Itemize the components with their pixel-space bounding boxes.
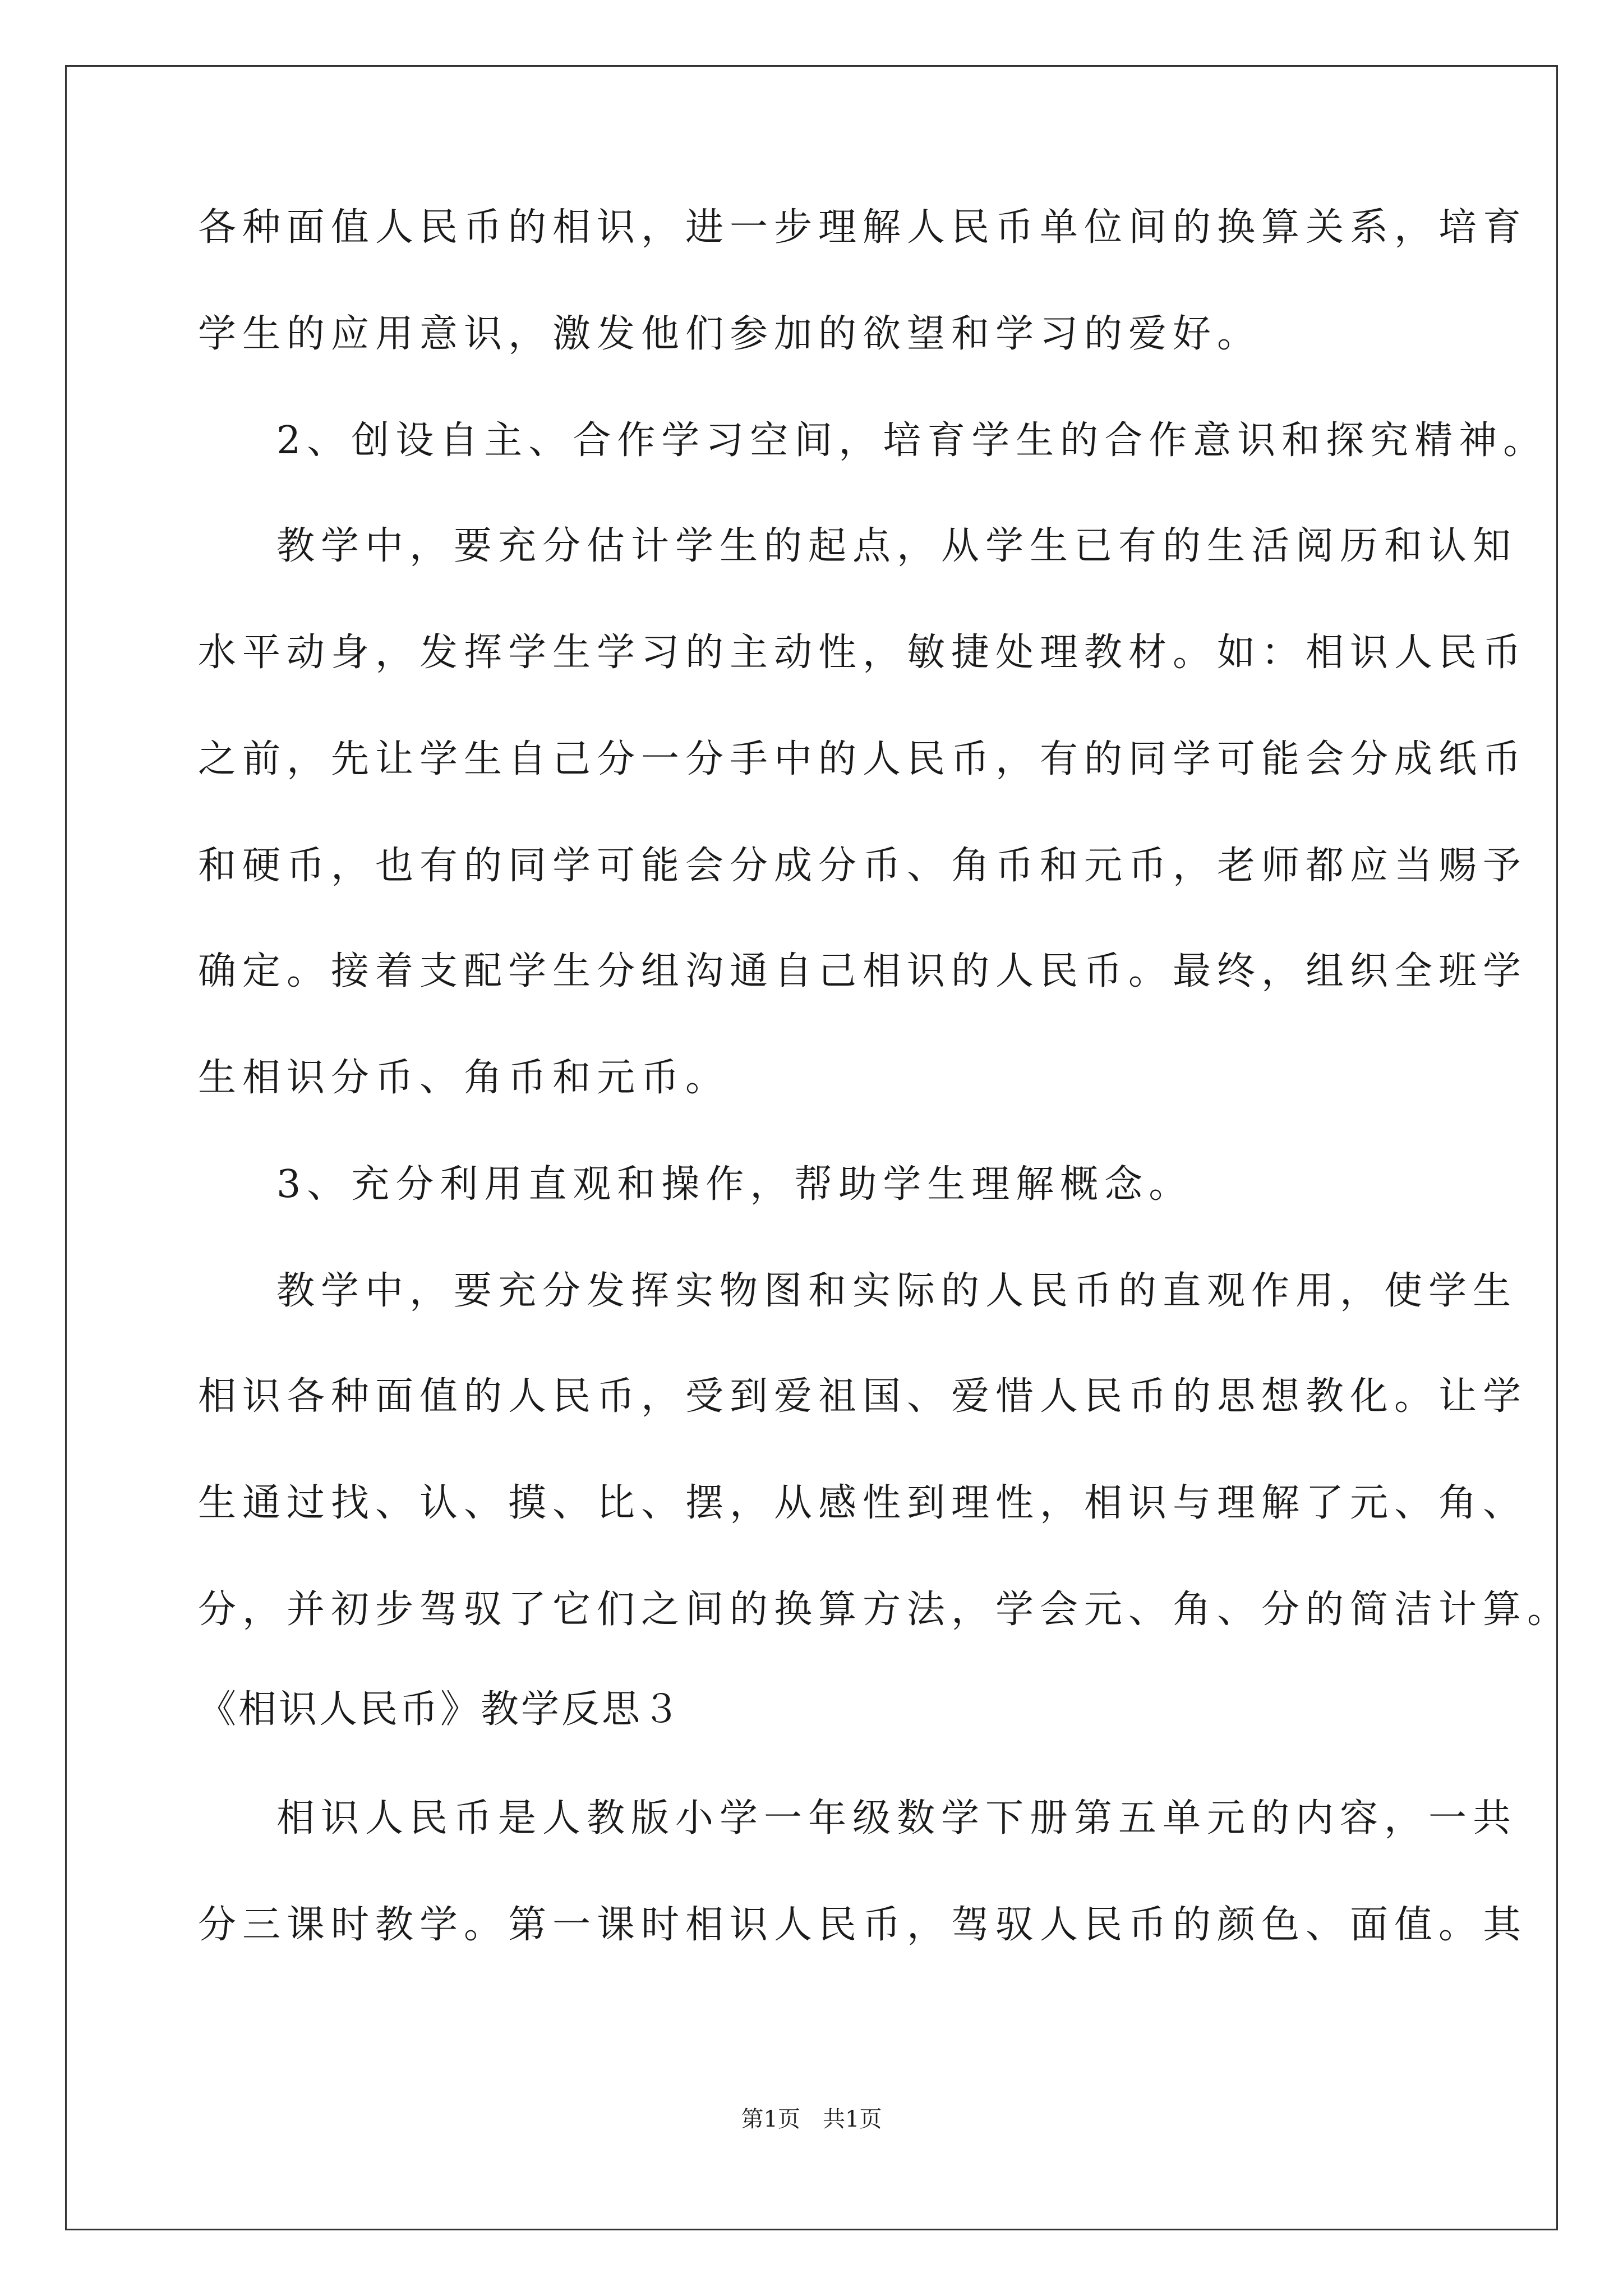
text-line: 生相识分币、角币和元币。 xyxy=(198,1056,730,1100)
paragraph-start: 教学中，要充分发挥实物图和实际的人民币的直观作用，使学生 xyxy=(276,1269,1518,1313)
text-line: 相识各种面值的人民币，受到爱祖国、爱惜人民币的思想教化。让学 xyxy=(198,1374,1528,1419)
paragraph-start: 教学中，要充分估计学生的起点，从学生已有的生活阅历和认知 xyxy=(276,524,1518,568)
text-line: 生通过找、认、摸、比、摆，从感性到理性，相识与理解了元、角、 xyxy=(198,1481,1528,1525)
paragraph-start: 相识人民币是人教版小学一年级数学下册第五单元的内容，一共 xyxy=(276,1796,1518,1841)
page-number-footer: 第1页 共1页 xyxy=(741,2106,882,2132)
list-item-3: 3、充分利用直观和操作，帮助学生理解概念。 xyxy=(276,1162,1193,1207)
list-item-2: 2、创设自主、合作学习空间，培育学生的合作意识和探究精神。 xyxy=(276,418,1548,463)
text-line: 分三课时教学。第一课时相识人民币，驾驭人民币的颜色、面值。其 xyxy=(198,1903,1528,1947)
text-line: 水平动身，发挥学生学习的主动性，敏捷处理教材。如：相识人民币 xyxy=(198,631,1528,675)
text-line: 各种面值人民币的相识，进一步理解人民币单位间的换算关系，培育 xyxy=(198,205,1528,250)
text-line: 和硬币，也有的同学可能会分成分币、角币和元币，老师都应当赐予 xyxy=(198,844,1528,888)
text-line: 学生的应用意识，激发他们参加的欲望和学习的爱好。 xyxy=(198,312,1262,356)
text-line: 确定。接着支配学生分组沟通自己相识的人民币。最终，组织全班学 xyxy=(198,949,1528,993)
section-heading: 《相识人民币》教学反思３ xyxy=(198,1687,683,1732)
text-line: 分，并初步驾驭了它们之间的换算方法，学会元、角、分的简洁计算。 xyxy=(198,1588,1572,1632)
text-line: 之前，先让学生自己分一分手中的人民币，有的同学可能会分成纸币 xyxy=(198,737,1528,781)
